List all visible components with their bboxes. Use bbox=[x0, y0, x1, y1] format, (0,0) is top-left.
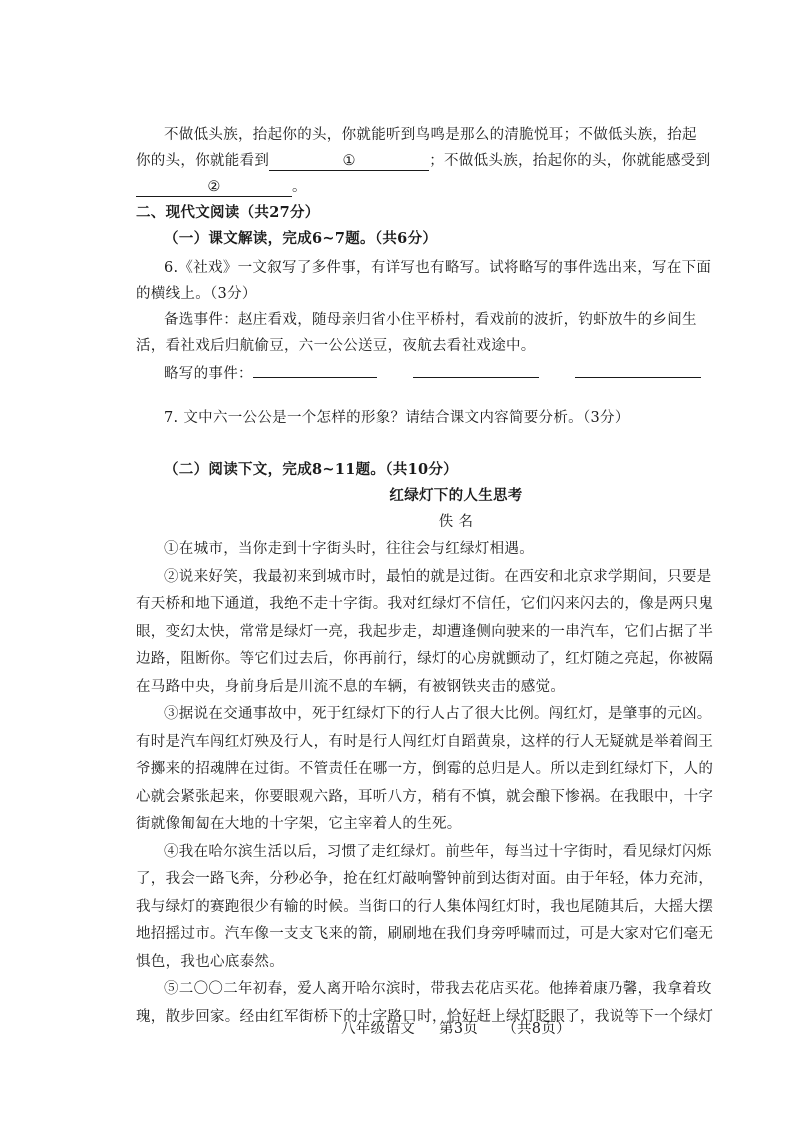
paragraph-3-line: 有时是汽车闯红灯殃及行人，有时是行人闯红灯自蹈黄泉，这样的行人无疑就是举着阎王 bbox=[136, 733, 714, 750]
footer-total-pages: （共8页） bbox=[502, 1021, 571, 1037]
q7-text: 7. 文中六一公公是一个怎样的形象？请结合课文内容简要分析。（3分） bbox=[164, 410, 630, 426]
part-2-heading: （二）阅读下文，完成8~11题。（共10分） bbox=[164, 461, 458, 478]
q6-line-1: 6.《社戏》一文叙写了多件事，有详写也有略写。试将略写的事件选出来，写在下面 bbox=[164, 260, 712, 276]
intro-passage bbox=[136, 122, 776, 200]
paragraph-3-line: 街就像匍匐在大地的十字架，它主宰着人的生死。 bbox=[136, 816, 462, 832]
answer-blank-2[interactable] bbox=[136, 178, 292, 197]
paragraph-4-line: ④我在哈尔滨生活以后，习惯了走红绿灯。前些年，每当过十字街时，看见绿灯闪烁 bbox=[164, 843, 712, 860]
q6-options-line-2: 活，看社戏后归航偷豆，六一公公送豆，夜航去看社戏途中。 bbox=[136, 338, 536, 354]
paragraph-3-line: ③据说在交通事故中，死于红绿灯下的行人占了很大比例。闯红灯，是肇事的元凶。 bbox=[164, 706, 712, 722]
blank-2-marker: ② bbox=[207, 179, 221, 195]
article-body bbox=[136, 536, 776, 1031]
paragraph-2-line: 有天桥和地下通道，我绝不走十字街。我对红绿灯不信任，它们闪来闪去的，像是两只鬼 bbox=[136, 596, 714, 612]
q6-answer-blank-1[interactable] bbox=[253, 359, 377, 378]
paragraph-4-line: 地招摇过市。汽车像一支支飞来的箭，刷刷地在我们身旁呼啸而过，可是大家对它们毫无 bbox=[136, 926, 714, 942]
section-heading: 二、现代文阅读（共27分） bbox=[136, 204, 320, 221]
paragraph-4-line: 了，我会一路飞奔，分秒必争，抢在红灯敲响警钟前到达街对面。由于年轻，体力充沛， bbox=[136, 871, 714, 887]
paragraph-4-line: 惧色，我也心底泰然。 bbox=[136, 953, 284, 970]
intro-line-3-end: 。 bbox=[292, 179, 307, 195]
paragraph-3-line: 爷擲来的招魂牌在过街。不管责任在哪一方，倒霉的总归是人。所以走到红绿灯下，人的 bbox=[136, 761, 714, 777]
intro-line-2-end: ；不做低头族，抬起你的头，你就能感受到 bbox=[429, 153, 711, 169]
q6-answer-line bbox=[136, 359, 776, 385]
footer-page-number: 第3页 bbox=[439, 1021, 479, 1037]
footer-subject: 八年级语文 bbox=[341, 1021, 416, 1037]
q6-options-line-1: 备选事件：赵庄看戏，随母亲归省小住平桥村，看戏前的波折，钓虾放牛的乡间生 bbox=[164, 312, 697, 328]
paragraph-5-line: 瑰，散步回家。经由红军街桥下的十字路口时，恰好赶上绿灯眨眼了，我说等下一个绿灯 bbox=[136, 1008, 714, 1025]
blank-1-marker: ① bbox=[342, 153, 356, 169]
paragraph-5-line: ⑤二〇〇二年初春，爱人离开哈尔滨时，带我去花店买花。他捧着康乃馨，我拿着玫 bbox=[164, 981, 712, 997]
intro-line-2 bbox=[136, 148, 776, 174]
q6-answer-label: 略写的事件： bbox=[164, 366, 253, 382]
question-7 bbox=[136, 405, 776, 431]
q6-line-2: 的横线上。（3分） bbox=[136, 286, 257, 302]
intro-line-1: 不做低头族，抬起你的头，你就能听到鸟鸣是那么的清脆悦耳；不做低头族，抬起 bbox=[164, 127, 697, 143]
intro-line-2-start: 你的头，你就能看到 bbox=[136, 153, 270, 169]
intro-line-3 bbox=[136, 174, 776, 200]
paragraph-1: ①在城市，当你走到十字街头时，往往会与红绿灯相遇。 bbox=[164, 541, 534, 557]
paragraph-2-line: 在马路中央，身前身后是川流不息的车辆，有被钢铁夹击的感觉。 bbox=[136, 678, 566, 695]
section-2 bbox=[136, 200, 776, 252]
part-1-heading: （一）课文解读，完成6~7题。（共6分） bbox=[164, 230, 438, 247]
q6-answer-blank-3[interactable] bbox=[575, 359, 701, 378]
article-title: 红绿灯下的人生思考 bbox=[389, 487, 523, 504]
paragraph-3-line: 心就会紧张起来，你要眼观六路，耳听八方，稍有不慎，就会酿下惨祸。在我眼中，十字 bbox=[136, 788, 714, 805]
q6-answer-blank-2[interactable] bbox=[413, 359, 539, 378]
paragraph-2-line: 边路，阻断你。等它们过去后，你再前行，绿灯的心房就颤动了，红灯随之亮起，你被隔 bbox=[136, 651, 714, 667]
paragraph-4-line: 我与绿灯的赛跑很少有输的时候。当街口的行人集体闯红灯时，我也尾随其后，大摇大摆 bbox=[136, 898, 714, 915]
part-2 bbox=[136, 457, 776, 535]
question-6 bbox=[136, 255, 776, 385]
article-author: 佚 名 bbox=[438, 514, 474, 530]
answer-blank-1[interactable] bbox=[269, 152, 429, 171]
paragraph-2-line: 眼，变幻太快，常常是绿灯一亮，我起步走，却遭逢侧向驶来的一串汽车，它们占据了半 bbox=[136, 623, 714, 640]
paragraph-2-line: ②说来好笑，我最初来到城市时，最怕的就是过街。在西安和北京求学期间，只要是 bbox=[164, 568, 712, 585]
page-footer bbox=[136, 1016, 776, 1042]
